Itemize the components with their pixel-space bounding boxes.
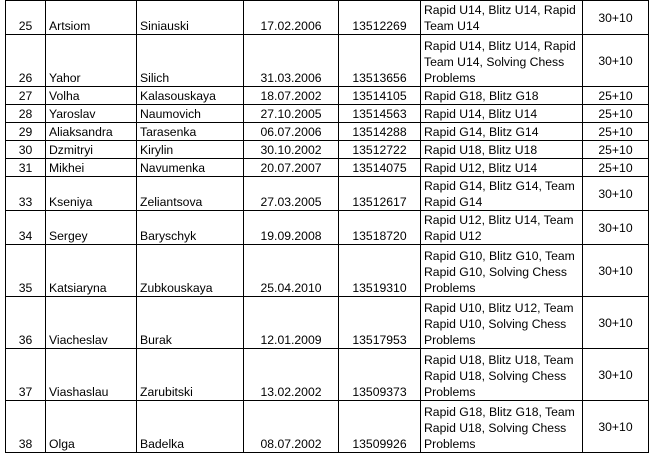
row-number: 33 [6, 177, 46, 211]
last-name: Baryschyk [137, 211, 244, 245]
table-row [6, 105, 649, 123]
players-table [5, 0, 649, 453]
last-name: Silich [137, 35, 244, 87]
events: Rapid U10, Blitz U12, Team Rapid U10, Solving Chess Problems [421, 297, 583, 349]
first-name: Aliaksandra [46, 123, 137, 141]
table-row [6, 159, 649, 177]
last-name: Kalasouskaya [137, 87, 244, 105]
time-control: 30+10 [583, 1, 649, 35]
table-row [6, 177, 649, 211]
birth-date: 27.10.2005 [244, 105, 339, 123]
fide-id: 13509926 [339, 401, 421, 453]
first-name: Sergey [46, 211, 137, 245]
row-number: 37 [6, 349, 46, 401]
first-name: Viacheslav [46, 297, 137, 349]
row-number: 36 [6, 297, 46, 349]
last-name: Zubkouskaya [137, 245, 244, 297]
first-name: Artsiom [46, 1, 137, 35]
first-name: Yahor [46, 35, 137, 87]
birth-date: 19.09.2008 [244, 211, 339, 245]
birth-date: 18.07.2002 [244, 87, 339, 105]
table-row [6, 87, 649, 105]
row-number: 35 [6, 245, 46, 297]
birth-date: 20.07.2007 [244, 159, 339, 177]
row-number: 30 [6, 141, 46, 159]
row-number: 38 [6, 401, 46, 453]
time-control: 30+10 [583, 211, 649, 245]
time-control: 25+10 [583, 141, 649, 159]
fide-id: 13517953 [339, 297, 421, 349]
row-number: 28 [6, 105, 46, 123]
events: Rapid U18, Blitz U18, Team Rapid U18, Solving Chess Problems [421, 349, 583, 401]
first-name: Yaroslav [46, 105, 137, 123]
time-control: 25+10 [583, 123, 649, 141]
first-name: Mikhei [46, 159, 137, 177]
birth-date: 30.10.2002 [244, 141, 339, 159]
birth-date: 06.07.2006 [244, 123, 339, 141]
fide-id: 13514105 [339, 87, 421, 105]
birth-date: 12.01.2009 [244, 297, 339, 349]
first-name: Dzmitryi [46, 141, 137, 159]
table-row [6, 1, 649, 35]
fide-id: 13512722 [339, 141, 421, 159]
last-name: Badelka [137, 401, 244, 453]
time-control: 30+10 [583, 245, 649, 297]
events: Rapid U18, Blitz U18 [421, 141, 583, 159]
events: Rapid G14, Blitz G14 [421, 123, 583, 141]
table-row [6, 349, 649, 401]
birth-date: 25.04.2010 [244, 245, 339, 297]
events: Rapid G18, Blitz G18 [421, 87, 583, 105]
row-number: 26 [6, 35, 46, 87]
row-number: 25 [6, 1, 46, 35]
time-control: 30+10 [583, 401, 649, 453]
last-name: Kirylin [137, 141, 244, 159]
fide-id: 13512269 [339, 1, 421, 35]
events: Rapid U12, Blitz U14 [421, 159, 583, 177]
row-number: 31 [6, 159, 46, 177]
events: Rapid G14, Blitz G14, Team Rapid G14 [421, 177, 583, 211]
first-name: Volha [46, 87, 137, 105]
birth-date: 08.07.2002 [244, 401, 339, 453]
last-name: Siniauski [137, 1, 244, 35]
first-name: Katsiaryna [46, 245, 137, 297]
time-control: 30+10 [583, 177, 649, 211]
events: Rapid U14, Blitz U14, Rapid Team U14, Solving Chess Problems [421, 35, 583, 87]
events: Rapid U14, Blitz U14 [421, 105, 583, 123]
fide-id: 13513656 [339, 35, 421, 87]
last-name: Burak [137, 297, 244, 349]
table-row [6, 123, 649, 141]
fide-id: 13519310 [339, 245, 421, 297]
players-table-body [6, 1, 649, 453]
table-row [6, 35, 649, 87]
fide-id: 13512617 [339, 177, 421, 211]
table-row [6, 297, 649, 349]
birth-date: 17.02.2006 [244, 1, 339, 35]
table-row [6, 211, 649, 245]
birth-date: 31.03.2006 [244, 35, 339, 87]
events: Rapid U14, Blitz U14, Rapid Team U14 [421, 1, 583, 35]
table-row [6, 401, 649, 453]
time-control: 30+10 [583, 349, 649, 401]
first-name: Kseniya [46, 177, 137, 211]
fide-id: 13509373 [339, 349, 421, 401]
table-row [6, 141, 649, 159]
row-number: 29 [6, 123, 46, 141]
fide-id: 13518720 [339, 211, 421, 245]
row-number: 34 [6, 211, 46, 245]
last-name: Naumovich [137, 105, 244, 123]
fide-id: 13514288 [339, 123, 421, 141]
time-control: 30+10 [583, 35, 649, 87]
birth-date: 13.02.2002 [244, 349, 339, 401]
time-control: 25+10 [583, 159, 649, 177]
time-control: 25+10 [583, 87, 649, 105]
row-number: 27 [6, 87, 46, 105]
time-control: 25+10 [583, 105, 649, 123]
last-name: Zeliantsova [137, 177, 244, 211]
events: Rapid G10, Blitz G10, Team Rapid G10, Solving Chess Problems [421, 245, 583, 297]
table-row [6, 245, 649, 297]
first-name: Olga [46, 401, 137, 453]
fide-id: 13514563 [339, 105, 421, 123]
events: Rapid G18, Blitz G18, Team Rapid U18, Solving Chess Problems [421, 401, 583, 453]
last-name: Tarasenka [137, 123, 244, 141]
birth-date: 27.03.2005 [244, 177, 339, 211]
fide-id: 13514075 [339, 159, 421, 177]
time-control: 30+10 [583, 297, 649, 349]
first-name: Viashaslau [46, 349, 137, 401]
last-name: Zarubitski [137, 349, 244, 401]
events: Rapid U12, Blitz U14, Team Rapid U12 [421, 211, 583, 245]
last-name: Navumenka [137, 159, 244, 177]
